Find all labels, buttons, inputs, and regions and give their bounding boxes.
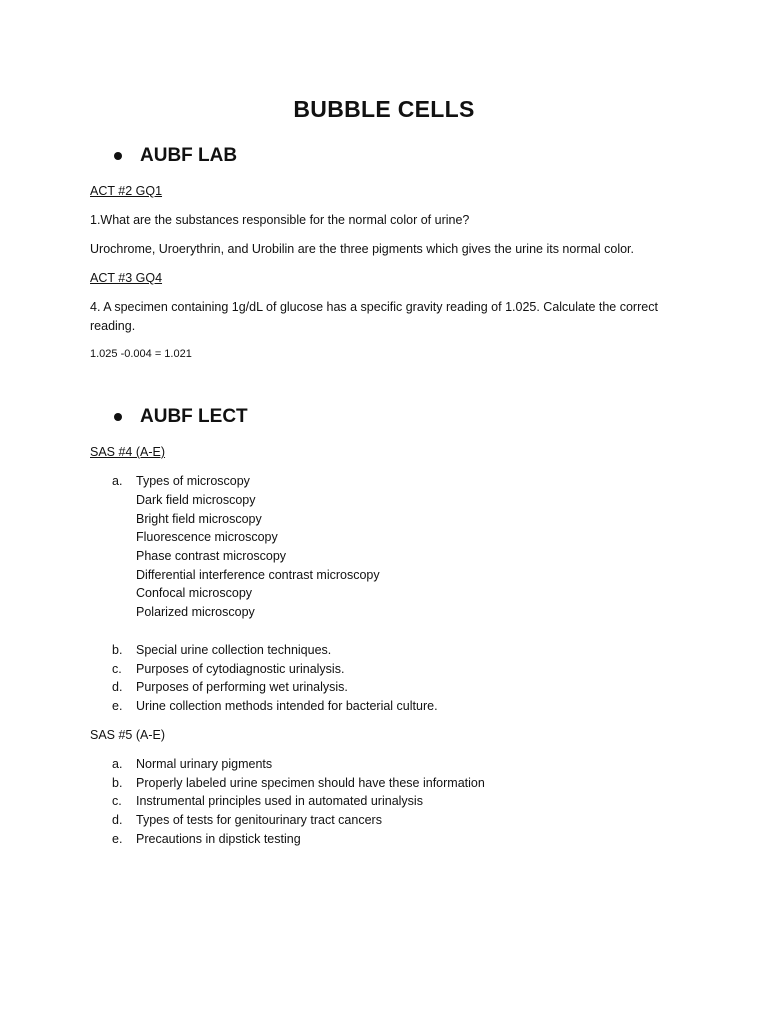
list-item: [112, 792, 485, 811]
list-item: [112, 472, 250, 491]
list-marker: a.: [112, 757, 123, 771]
sas4-rest-list: [112, 641, 438, 716]
act3-answer: 1.025 -0.004 = 1.021: [90, 348, 192, 360]
list-item-text: Instrumental principles used in automated urinalysis: [136, 794, 423, 809]
list-item: [112, 678, 438, 697]
list-marker: a.: [112, 474, 123, 488]
list-item: Bright field microscopy: [136, 511, 262, 526]
list-item: Polarized microscopy: [136, 605, 255, 620]
act2-answer: Urochrome, Uroerythrin, and Urobilin are the three pigments which gives the urine its normal color.: [90, 242, 634, 256]
list-item-text: Purposes of cytodiagnostic urinalysis.: [136, 661, 345, 676]
act2-label: ACT #2 GQ1: [90, 184, 163, 198]
bullet-icon: [114, 152, 122, 160]
list-item: [112, 774, 485, 793]
list-item: [112, 697, 438, 716]
sas4-microscopy-sublist: [136, 491, 380, 622]
list-marker: d.: [112, 680, 123, 695]
list-item: [112, 830, 485, 849]
list-item-text: Types of microscopy: [136, 474, 250, 488]
section-heading-label: AUBF LAB: [140, 145, 238, 166]
sas5-list: [112, 755, 485, 848]
list-item-text: Types of tests for genitourinary tract cancers: [136, 813, 382, 828]
list-marker: c.: [112, 661, 122, 676]
list-marker: d.: [112, 813, 123, 828]
list-marker: b.: [112, 775, 123, 790]
list-item: [112, 811, 485, 830]
sas4-label: SAS #4 (A-E): [90, 445, 166, 459]
act3-question: 4. A specimen containing 1g/dL of glucose has a specific gravity reading of 1.025. Calculate the correct reading.: [90, 300, 658, 333]
list-marker: b.: [112, 643, 123, 657]
list-item: Phase contrast microscopy: [136, 549, 287, 564]
list-item: [112, 660, 438, 679]
list-item: Dark field microscopy: [136, 493, 256, 507]
section-heading-label: AUBF LECT: [140, 406, 248, 427]
act2-question: 1.What are the substances responsible for the normal color of urine?: [90, 213, 470, 227]
page-title: BUBBLE CELLS: [293, 96, 475, 122]
sas5-label: SAS #5 (A-E): [90, 728, 166, 742]
sas4-first-list: [112, 472, 250, 491]
list-marker: e.: [112, 699, 123, 714]
list-item: [112, 755, 485, 774]
list-item-text: Purposes of performing wet urinalysis.: [136, 680, 348, 695]
act3-label: ACT #3 GQ4: [90, 271, 163, 285]
list-marker: e.: [112, 831, 123, 846]
section-heading-lab: [110, 145, 237, 167]
section-heading-lect: [110, 406, 248, 428]
list-item-text: Properly labeled urine specimen should have these information: [136, 775, 485, 790]
list-item: Confocal microscopy: [136, 586, 253, 601]
list-item-text: Normal urinary pigments: [136, 757, 273, 771]
list-marker: c.: [112, 794, 122, 809]
bullet-icon: [114, 413, 122, 421]
list-item: Differential interference contrast microscopy: [136, 567, 380, 582]
list-item-text: Urine collection methods intended for bacterial culture.: [136, 699, 438, 714]
list-item: [112, 641, 438, 660]
list-item-text: Precautions in dipstick testing: [136, 831, 301, 846]
list-item-text: Special urine collection techniques.: [136, 643, 332, 657]
list-item: Fluorescence microscopy: [136, 530, 278, 545]
